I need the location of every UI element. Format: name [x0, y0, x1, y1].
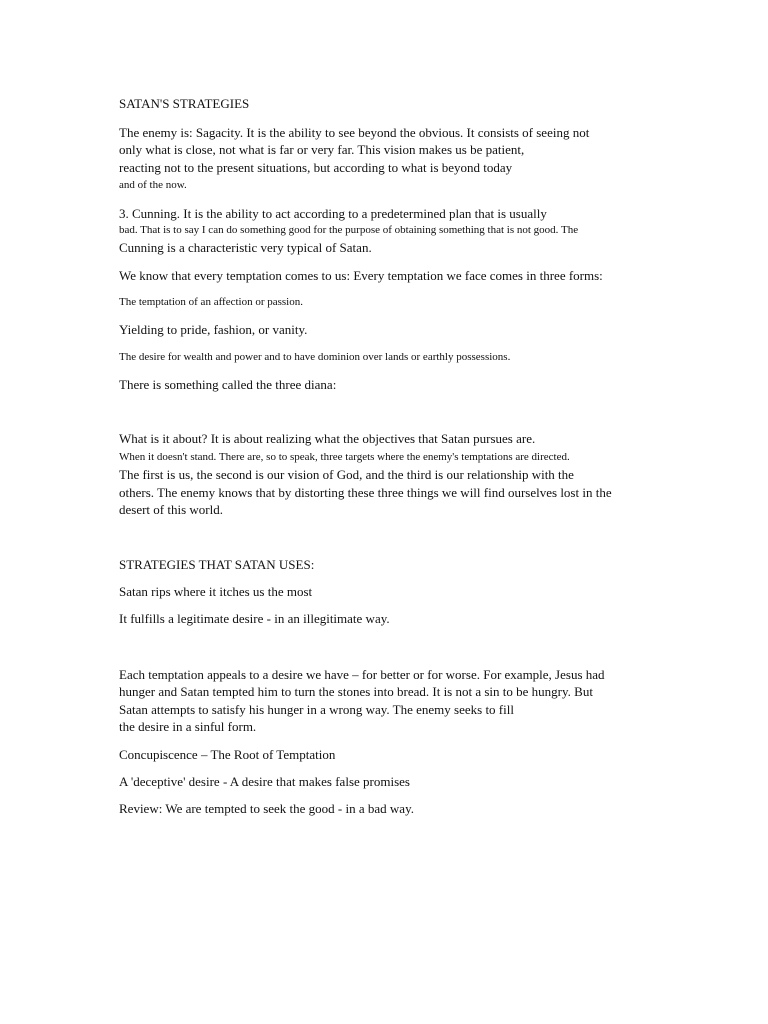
paragraph-line: reacting not to the present situations, but according to what is beyond today: [119, 160, 513, 175]
paragraph-line: What is it about? It is about realizing what the objectives that Satan pursues are.: [119, 431, 536, 446]
paragraph-line: and of the now.: [119, 179, 187, 191]
paragraph-line: The enemy is: Sagacity. It is the ability to see beyond the obvious. It consists of seeing not: [119, 125, 590, 140]
three-diana-line: There is something called the three diana:: [119, 377, 337, 392]
list-item: The desire for wealth and power and to have dominion over lands or earthly possessions.: [119, 351, 511, 363]
review-line: Review: We are tempted to seek the good - in a bad way.: [119, 801, 414, 816]
paragraph-line: Each temptation appeals to a desire we have – for better or for worse. For example, Jesus had: [119, 667, 605, 682]
document-title: SATAN'S STRATEGIES: [119, 96, 250, 111]
paragraph-line: When it doesn't stand. There are, so to speak, three targets where the enemy's temptations are directed.: [119, 451, 570, 463]
paragraph-line: The first is us, the second is our vision of God, and the third is our relationship with the: [119, 467, 574, 482]
temptation-intro: We know that every temptation comes to us: Every temptation we face comes in three forms:: [119, 268, 603, 283]
strategy-item: Satan rips where it itches us the most: [119, 584, 313, 599]
paragraph-line: others. The enemy knows that by distorting these three things we will find ourselves lost in the: [119, 485, 612, 500]
strategies-heading: STRATEGIES THAT SATAN USES:: [119, 557, 315, 572]
paragraph-line: only what is close, not what is far or very far. This vision makes us be patient,: [119, 142, 525, 157]
paragraph-line: hunger and Satan tempted him to turn the stones into bread. It is not a sin to be hungry. But: [119, 684, 593, 699]
concupiscence-line: Concupiscence – The Root of Temptation: [119, 747, 336, 762]
strategy-item: It fulfills a legitimate desire - in an illegitimate way.: [119, 611, 390, 626]
deceptive-desire-line: A 'deceptive' desire - A desire that makes false promises: [119, 774, 410, 789]
paragraph-line: 3. Cunning. It is the ability to act according to a predetermined plan that is usually: [119, 206, 547, 221]
paragraph-line: Satan attempts to satisfy his hunger in a wrong way. The enemy seeks to fill: [119, 702, 514, 717]
paragraph-line: the desire in a sinful form.: [119, 719, 257, 734]
paragraph-line: bad. That is to say I can do something good for the purpose of obtaining something that is not good. The: [119, 224, 579, 236]
list-item: The temptation of an affection or passion.: [119, 296, 303, 308]
paragraph-line: Cunning is a characteristic very typical of Satan.: [119, 240, 372, 255]
paragraph-line: desert of this world.: [119, 502, 223, 517]
list-item: Yielding to pride, fashion, or vanity.: [119, 322, 308, 337]
